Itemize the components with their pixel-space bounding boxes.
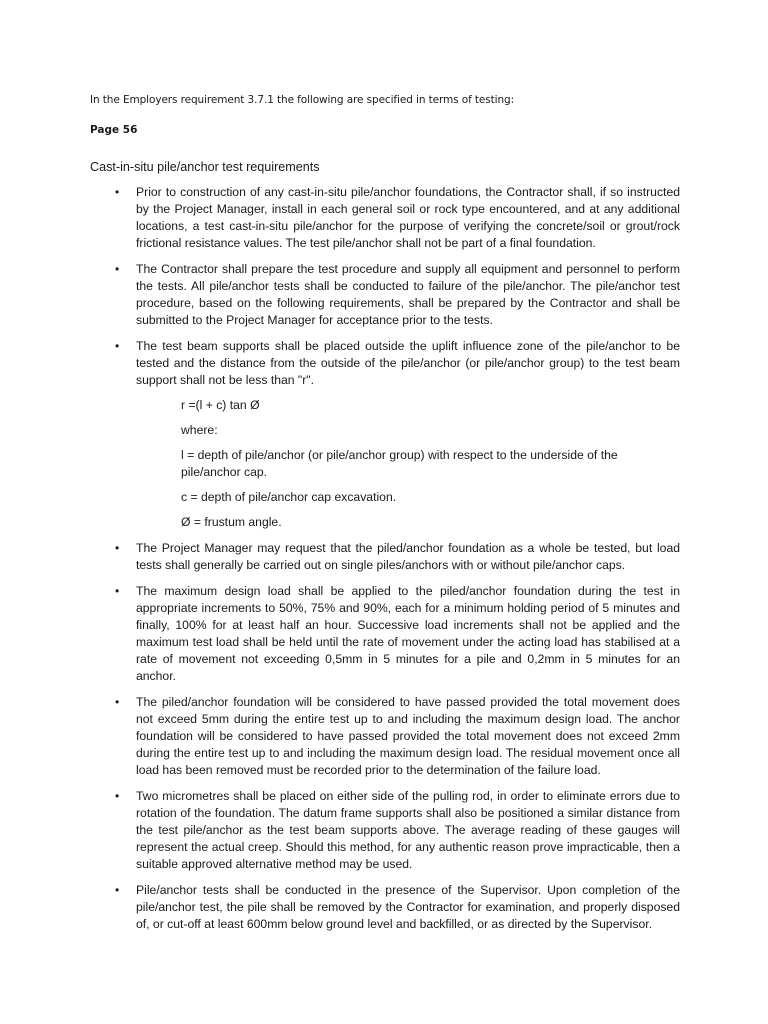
list-item-text: Two micrometres shall be placed on either side of the pulling rod, in order to eliminate errors due to rotation of the foundation. The datum frame supports shall also be positioned a similar distance from the test pile/anchor as the test beam supports above. The average reading of these gauges will represent the actual creep. Should this method, for any authentic reason prove impracticable, then a suitable approved alternative method may be used. <box>136 789 680 871</box>
bullet-marker: • <box>115 584 120 598</box>
list-item-text: The Contractor shall prepare the test procedure and supply all equipment and personnel to perform the tests. All pile/anchor tests shall be conducted to failure of the pile/anchor. The pile/anchor test procedure, based on the following requirements, shall be prepared by the Contractor and shall be submitted to the Project Manager for acceptance prior to the tests. <box>136 262 680 327</box>
list-item-text: The piled/anchor foundation will be considered to have passed provided the total movement does not exceed 5mm during the entire test up to and including the maximum design load. The anchor foundation will be considered to have passed provided the total movement does not exceed 2mm during the entire test up to and including the maximum design load. The residual movement once all load has been removed must be recorded prior to the determination of the failure load. <box>136 695 680 777</box>
bullet-marker: • <box>115 695 120 709</box>
requirements-list <box>90 184 680 942</box>
list-item-text: The test beam supports shall be placed outside the uplift influence zone of the pile/anchor to be tested and the distance from the outside of the pile/anchor (or pile/anchor group) to the test beam support shall not be less than "r". <box>136 339 680 387</box>
list-item-text: Prior to construction of any cast-in-situ pile/anchor foundations, the Contractor shall, if so instructed by the Project Manager, install in each general soil or rock type encountered, and at any additional locations, a test cast-in-situ pile/anchor for the purpose of verifying the concrete/soil or grout/rock frictional resistance values. The test pile/anchor shall not be part of a final foundation. <box>136 185 680 250</box>
list-item <box>90 583 680 685</box>
list-item <box>90 882 680 933</box>
formula-equation: r =(l + c) tan Ø <box>181 398 260 412</box>
formula-def-l: l = depth of pile/anchor (or pile/anchor group) with respect to the underside of the pile/anchor cap. <box>181 448 618 479</box>
formula-def-phi: Ø = frustum angle. <box>181 515 282 529</box>
bullet-marker: • <box>115 339 120 353</box>
list-item <box>90 261 680 329</box>
bullet-marker: • <box>115 185 120 199</box>
section-title: Cast-in-situ pile/anchor test requirements <box>90 160 320 174</box>
list-item <box>90 788 680 873</box>
list-item-text: Pile/anchor tests shall be conducted in the presence of the Supervisor. Upon completion of the pile/anchor test, the pile shall be removed by the Contractor for examination, and properly disposed of, or cut-off at least 600mm below ground level and backfilled, or as directed by the Supervisor. <box>136 883 680 931</box>
formula-where: where: <box>181 423 218 437</box>
bullet-marker: • <box>115 789 120 803</box>
formula-def-c: c = depth of pile/anchor cap excavation. <box>181 490 397 504</box>
list-item <box>90 338 680 389</box>
bullet-marker: • <box>115 883 120 897</box>
bullet-marker: • <box>115 262 120 276</box>
intro-text: In the Employers requirement 3.7.1 the following are specified in terms of testing: <box>90 94 515 106</box>
list-item <box>90 184 680 252</box>
list-item-text: The Project Manager may request that the piled/anchor foundation as a whole be tested, but load tests shall generally be carried out on single piles/anchors with or without pile/anchor caps. <box>136 541 680 572</box>
list-item <box>90 540 680 574</box>
list-item-text: The maximum design load shall be applied to the piled/anchor foundation during the test in appropriate increments to 50%, 75% and 90%, each for a minimum holding period of 5 minutes and finally, 100% for at least half an hour. Successive load increments shall not be applied and the maximum test load shall be held until the rate of movement under the acting load has stabilised at a rate of movement not exceeding 0,5mm in 5 minutes for a pile and 0,2mm in 5 minutes for an anchor. <box>136 584 680 683</box>
bullet-marker: • <box>115 541 120 555</box>
page-number: Page 56 <box>90 124 138 136</box>
list-item <box>90 694 680 779</box>
formula-block <box>90 397 680 531</box>
